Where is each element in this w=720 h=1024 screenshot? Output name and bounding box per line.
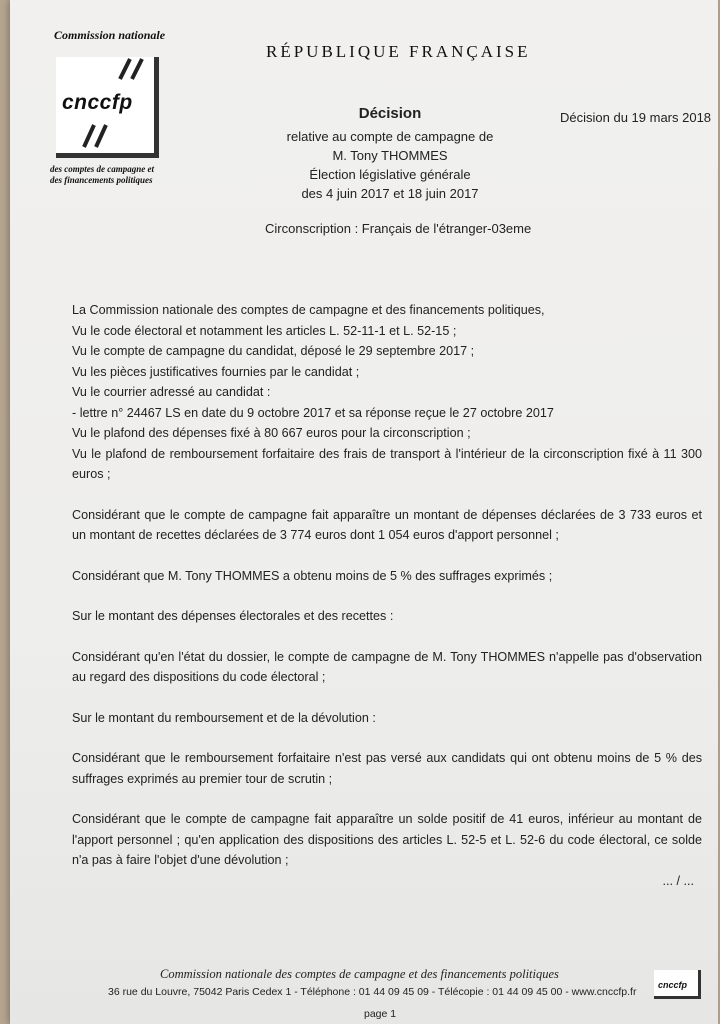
vu-line: Vu les pièces justificatives fournies par le candidat ; xyxy=(72,364,360,379)
vu-line: Vu le code électoral et notamment les articles L. 52-11-1 et L. 52-15 ; xyxy=(72,323,457,338)
footer-title: Commission nationale des comptes de campagne et des financements politiques xyxy=(160,967,559,981)
subtitle-line: Élection législative générale xyxy=(309,167,471,182)
subtitle-line: des 4 juin 2017 et 18 juin 2017 xyxy=(301,186,479,201)
decision-title: Décision xyxy=(358,105,422,122)
subtitle-line: M. Tony THOMMES xyxy=(332,148,448,163)
considerant-paragraph: Considérant que le compte de campagne fait apparaître un solde positif de 41 euros, inférieur au montant de l'apport personnel ; qu'en application des dispositions des articles L. 52-5 et L. 52-6 du code électoral, ce solde n'a pas à faire l'objet d'une dévolution ; xyxy=(72,812,702,867)
vu-line: Vu le compte de campagne du candidat, déposé le 29 septembre 2017 ; xyxy=(72,344,475,358)
document-page xyxy=(10,0,718,1024)
footer-logo-wordmark: cnccfp xyxy=(658,980,688,990)
decision-heading xyxy=(260,104,520,203)
cnccfp-logo-block xyxy=(44,28,204,186)
circonscription: Circonscription : Français de l'étranger-03eme xyxy=(265,221,532,236)
considerant-paragraph: Considérant que le compte de campagne fait apparaître un montant de dépenses déclarées de 3 733 euros et un montant de recettes déclarées de 3 774 euros dont 1 054 euros d'apport personnel ; xyxy=(72,507,702,542)
decision-date: Décision du 19 mars 2018 xyxy=(560,110,712,125)
decision-body xyxy=(72,300,702,891)
considerant-paragraph: Considérant que le remboursement forfaitaire n'est pas versé aux candidats qui ont obtenu moins de 5 % des suffrages exprimés au premier tour de scrutin ; xyxy=(72,751,702,786)
cnccfp-logo xyxy=(56,57,159,158)
republique-heading: RÉPUBLIQUE FRANÇAISE xyxy=(266,42,531,61)
section-heading: Sur le montant des dépenses électorales et des recettes : xyxy=(72,609,394,623)
continuation-mark: ... / ... xyxy=(662,873,694,888)
vu-line: - lettre n° 24467 LS en date du 9 octobre 2017 et sa réponse reçue le 27 octobre 2017 xyxy=(72,405,554,420)
vu-line: Vu le plafond des dépenses fixé à 80 667 euros pour la circonscription ; xyxy=(72,426,471,440)
considerant-paragraph: Considérant qu'en l'état du dossier, le compte de campagne de M. Tony THOMMES n'appelle pas d'observation au regard des dispositions du code électoral ; xyxy=(72,649,702,684)
org-top-label: Commission nationale xyxy=(54,28,166,42)
logo-wordmark: cnccfp xyxy=(58,91,137,115)
page-number: page 1 xyxy=(364,1008,397,1020)
footer-logo xyxy=(654,970,701,999)
vu-line: La Commission nationale des comptes de campagne et des financements politiques, xyxy=(72,303,545,317)
vu-line: Vu le courrier adressé au candidat : xyxy=(72,385,271,399)
org-sub-label: des comptes de campagne et des financements politiques xyxy=(50,164,154,185)
logo-slash-icon xyxy=(76,123,116,149)
footer-address: 36 rue du Louvre, 75042 Paris Cedex 1 - Téléphone : 01 44 09 45 09 - Télécopie : 01 44 09 45 00 - www.cnccfp.fr xyxy=(108,986,637,998)
logo-slash-icon xyxy=(112,57,152,81)
section-heading: Sur le montant du remboursement et de la dévolution : xyxy=(72,710,376,725)
subtitle-line: relative au compte de campagne de xyxy=(286,129,494,144)
considerant-paragraph: Considérant que M. Tony THOMMES a obtenu moins de 5 % des suffrages exprimés ; xyxy=(72,568,553,583)
vu-line: Vu le plafond de remboursement forfaitaire des frais de transport à l'intérieur de la circonscription fixé à 11 300 euros ; xyxy=(72,446,702,481)
